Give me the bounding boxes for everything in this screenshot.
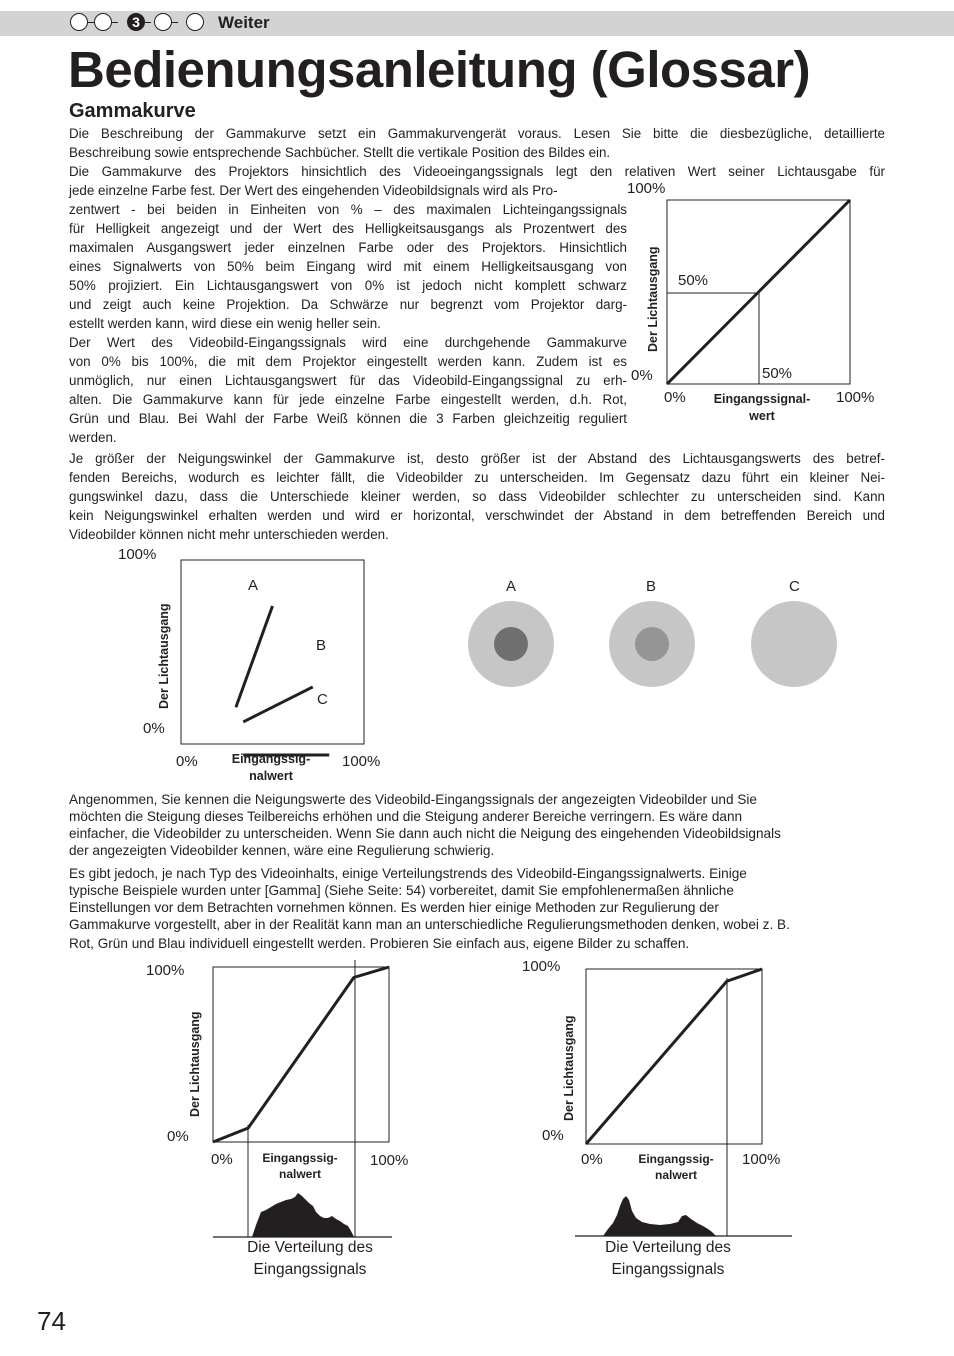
text-line: maximalen Ausgangswert jeder einzelnen Farbe oder des Projektors. Hinsichtlich [69,240,627,255]
text-line: zentwert - bei beiden in Einheiten von % – des maximalen Lichteingangssignals [69,202,627,217]
text-line: Gammakurve vorgestellt, aber in der Realität kann man an unterschiedliche Regulierungsmethoden denken, wobei z. B. [69,917,790,932]
chart1-x-axis-label-line2: wert [749,409,775,423]
chart2-line-a-label: A [248,577,259,594]
text-line: typische Beispiele wurden unter [Gamma] (Siehe Seite: 54) vorbereitet, damit Sie empfohlenermaßen ähnliche [69,883,734,898]
text-line: estellt werden kann, wird diese ein wenig heller sein. [69,316,381,331]
section-heading: Gammakurve [69,100,196,122]
chart2-line-c-label: C [317,691,328,708]
text-line: jede einzelne Farbe fest. Der Wert des eingehenden Videobildsignals wird als Pro- [69,183,558,198]
chart4-y-axis-label: Der Lichtausgang [562,1015,576,1121]
chart3-ymin-label: 0% [167,1128,189,1145]
chart3-y-axis-label: Der Lichtausgang [188,1011,202,1117]
circle-b-label: B [646,578,657,595]
chart4-caption-line1: Die Verteilung des [605,1239,731,1256]
chart1-mid-x-label: 50% [762,365,793,382]
chart4-x-axis-label-line2: nalwert [654,1168,697,1182]
chart3-x-axis-label-line2: nalwert [278,1167,321,1181]
step-circle-active: 3 [127,13,145,31]
text-line: Videobilder können nicht mehr unterschieden werden. [69,527,389,542]
text-line: Einstellungen vor dem Betrachten vornehmen können. Es werden hier einige Methoden zur Regulierung der [69,900,719,915]
chart4-caption-line2: Eingangssignals [611,1261,725,1278]
text-line: Grün und Blau. Bei Wahl der Farbe Weiß können die 3 Farben gleichzeitig reguliert [69,411,627,426]
text-line: Je größer der Neigungswinkel der Gammakurve ist, desto größer ist der Abstand des Lichtausgangswerts des betref- [69,451,885,466]
chart3-caption-line2: Eingangssignals [253,1261,367,1278]
text-line: Die Beschreibung der Gammakurve setzt ein Gammakurvengerät voraus. Lesen Sie bitte die diesbezügliche, detaillierte [69,126,885,141]
text-line: kein Neigungswinkel erhalten werden und wird er horizontal, verschwindet der Abstand in dem betreffenden Bereich und [69,508,885,523]
chart3-x-axis-label-line1: Eingangssig- [262,1151,338,1165]
chart2-y-axis-label: Der Lichtausgang [157,603,171,709]
chart1-xmin-label: 0% [664,389,686,406]
circle-c-label: C [789,578,800,595]
text-line: einfacher, die Videobilder zu unterscheiden. Wenn Sie dann auch nicht die Neigung des eingehenden Videobildsignals [69,826,781,841]
chart1-xmax-label: 100% [836,389,875,406]
chart2-xmin-label: 0% [176,753,198,770]
text-line: für Helligkeit angezeigt und der Wert des Helligkeitsausgangs als Prozentwert des [69,221,627,236]
chart4-xmin-label: 0% [581,1151,603,1168]
chart2-x-axis-label-line2: nalwert [249,769,293,783]
text-line: von 0% bis 100%, die mit dem Projektor eingestellt werden kann. Zudem ist es [69,354,627,369]
text-line: alten. Die Gammakurve kann für jede einzelne Farbe eingestellt werden, d.h. Rot, [69,392,627,407]
chart2-xmax-label: 100% [342,753,381,770]
text-line: Der Wert des Videobild-Eingangssignals wird eine durchgehende Gammakurve [69,335,627,350]
text-line: Angenommen, Sie kennen die Neigungswerte des Videobild-Eingangssignals der angezeigten Videobilder und Sie [69,792,757,807]
chart1-x-axis-label-line1: Eingangssignal- [713,392,811,406]
chart2-ymax-label: 100% [118,546,157,563]
chart4-xmax-label: 100% [742,1151,781,1168]
text-line: Beschreibung sowie entsprechende Sachbücher. Stellt die vertikale Position des Bildes ein. [69,145,611,160]
chart2-ymin-label: 0% [143,720,165,737]
chart4-ymax-label: 100% [522,958,561,975]
text-line: unmöglich, nur einen Lichtausgangswert für das Videobild-Eingangssignal zu erh- [69,373,627,388]
text-line: und zeigt auch keine Projektion. Da Schwärze nur begrenzt vom Projektor darg- [69,297,627,312]
chart3-ymax-label: 100% [146,962,185,979]
chart4-ymin-label: 0% [542,1127,564,1144]
circle-a-label: A [506,578,517,595]
chart1-ymax-label: 100% [627,180,666,197]
page-title: Bedienungsanleitung (Glossar) [68,41,811,98]
chart3-xmin-label: 0% [211,1151,233,1168]
chart4-frame [586,969,762,1144]
chart4-curve [586,969,762,1144]
text-line: werden. [69,430,117,445]
text-line: der angezeigten Videobilder kennen, wäre eine Regulierung schwierig. [69,843,495,858]
text-line: eines Signalwerts von 50% beim Eingang wird mit einem Helligkeitsausgang von [69,259,627,274]
text-line: 50% projiziert. Ein Lichtausgangswert von 0% ist jedoch nicht komplett schwarz [69,278,627,293]
chart3-xmax-label: 100% [370,1152,409,1169]
chart4-histogram [603,1196,716,1236]
page-number: 74 [37,1306,66,1336]
text-line: gungswinkel dazu, dass die Unterschiede kleiner werden, so dass Videobilder schlechter zu unterscheiden sind. Kann [69,489,885,504]
chart2-line-b-label: B [316,637,327,654]
chart3-caption-line1: Die Verteilung des [247,1239,373,1256]
section-label: Weiter [218,13,270,32]
text-line: Rot, Grün und Blau individuell eingestellt werden. Probieren Sie einfach aus, eigene Bilder zu schaffen. [69,936,690,951]
chart2-x-axis-label-line1: Eingangssig- [231,752,311,766]
text-line: Es gibt jedoch, je nach Typ des Videoinhalts, einige Verteilungstrends des Videobild-Eingangssignalwerts. Einige [69,866,747,881]
text-line: Die Gammakurve des Projektors hinsichtlich des Videoeingangssignals legt den relativen Wert seiner Lichtausgabe für [69,164,885,179]
text-line: fenden Bereichs, wodurch es leichter fällt, die Videobilder zu unterscheiden. Im Gegensatz dazu führt ein kleiner Nei- [69,470,885,485]
chart4-x-axis-label-line1: Eingangssig- [638,1152,714,1166]
chart1-mid-y-label: 50% [678,272,709,289]
chart1-ymin-label: 0% [631,367,653,384]
chart1-y-axis-label: Der Lichtausgang [646,246,660,352]
text-line: möchten die Steigung dieses Teilbereichs erhöhen und die Steigung anderer Bereiche verringern. Es wäre dann [69,809,743,824]
